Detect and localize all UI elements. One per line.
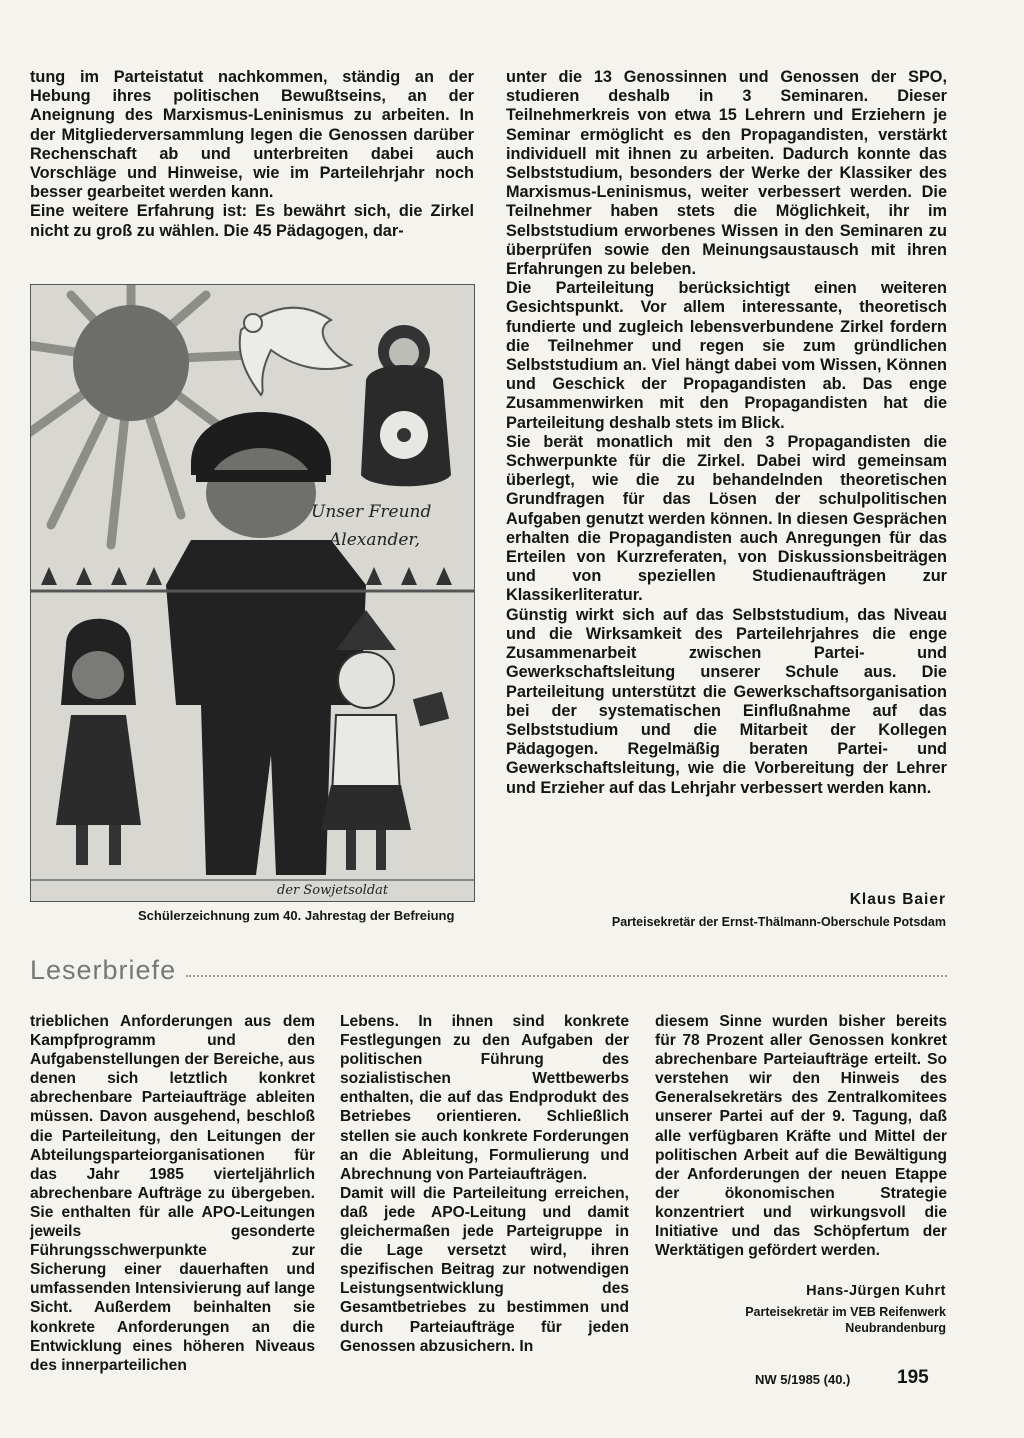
paragraph: Die Parteileitung berücksichtigt einen weiteren Gesichtspunkt. Vor allem interessante, theoretisch fundierte und zugleich lebensverbundene Zirkel fordern die Teilnehmer und regen sie zum gründlichen Selbststudium an. Viel hängt dabei vom Wissen, Können und Geschick der Propagandisten ab. Das enge Zusammenwirken mit den Propagandisten hat die Parteileitung deshalb stets im Blick. [506, 279, 947, 432]
article-column-right [506, 68, 947, 798]
paragraph: Damit will die Parteileitung erreichen, daß jede APO-Leitung und damit gleichermaßen jede Parteigruppe in die Lage versetzt wird, ihren spezifischen Beitrag zur notwendigen Leistungsentwicklung des Gesamtbetriebes zu bestimmen und durch Parteiaufträge für jeden Genossen abzusichern. In [340, 1184, 629, 1355]
paragraph: diesem Sinne wurden bisher bereits für 78 Prozent aller Genossen konkret abrechenbare Parteiaufträge erteilt. So verstehen wir den Hinweis des Generalsekretärs des Zentralkomitees unserer Partei auf der 9. Tagung, daß alle verfügbaren Kräfte und Mittel der politischen Arbeit auf die Bewältigung der Anforderungen der neuen Etappe der ökonomischen Strategie konzentriert und wirkungsvoll die Initiative und das Schöpfertum der Werktätigen gefördert werden. [655, 1013, 947, 1260]
article-author-role: Parteisekretär der Ernst-Thälmann-Oberschule Potsdam [611, 915, 946, 929]
letter-column-2 [340, 1012, 629, 1356]
letter-author-role-line2: Neubrandenburg [845, 1321, 946, 1335]
handwriting-line2: Alexander, [329, 530, 421, 550]
paragraph: Günstig wirkt sich auf das Selbststudium, das Niveau und die Wirksamkeit des Parteilehrjahres die enge Zusammenarbeit zwischen Partei- und Gewerkschaftsleitung unserer Schule aus. Die Parteileitung unterstützt die Gewerkschaftsorganisation bei der systematischen Einflußnahme auf das Selbststudium und die Mitarbeit der Kollegen Pädagogen. Regelmäßig beraten Partei- und Gewerkschaftsleitung, wie die Vorbereitung der Lehrer und Erzieher auf das Lehrjahr verbessert werden kann. [506, 605, 947, 797]
section-header [30, 955, 947, 989]
letter-author-role-line1: Parteisekretär im VEB Reifenwerk [745, 1305, 946, 1319]
paragraph: unter die 13 Genossinnen und Genossen der SPO, studieren deshalb in 3 Seminaren. Dieser Teilnehmerkreis von etwa 15 Lehrern und Erziehern je Seminar ermöglicht es den Propagandisten, verstärkt individuell mit ihnen zu arbeiten. Dadurch konnte das Selbststudium, besonders der Werke der Klassiker des Marxismus-Leninismus, weiter verbessert werden. Die Teilnehmer haben stets die Möglichkeit, ihr im Selbststudium erworbenes Wissen in den Seminaren zu überprüfen sowie den Meinungsaustausch mit ihren Erfahrungen zu beleben. [506, 68, 947, 279]
letter-author: Hans-Jürgen Kuhrt [806, 1283, 946, 1299]
section-title: Leserbriefe [30, 955, 177, 985]
paragraph: Lebens. In ihnen sind konkrete Festlegungen zu den Aufgaben der politischen Führung des sozialistischen Wettbewerbs enthalten, die auf das Endprodukt des Betriebes orientieren. Schließlich stellen sie auch konkrete Forderungen an die Ableitung, Formulierung und Abrechnung von Parteiaufträgen. [340, 1013, 629, 1183]
paragraph: Sie berät monatlich mit den 3 Propagandisten die Schwerpunkte für die Zirkel. Dabei wird gemeinsam überlegt, wie die zu behandelnden theoretischen Grundfragen für das Lösen der schulpolitischen Aufgaben genutzt werden können. In diesen Gesprächen erhalten die Propagandisten auch Anregungen für das Erteilen von Kurzreferaten, von Diskussionsbeiträgen und von speziellen Studienaufträgen zur Klassikerliteratur. [506, 432, 947, 605]
paragraph: Eine weitere Erfahrung ist: Es bewährt sich, die Zirkel nicht zu groß zu wählen. Die 45 Pädagogen, dar- [30, 202, 474, 240]
handwriting-signature: der Sowjetsoldat [277, 883, 389, 898]
student-drawing [30, 284, 475, 902]
figure-caption: Schülerzeichnung zum 40. Jahrestag der Befreiung [138, 908, 455, 923]
paragraph: trieblichen Anforderungen aus dem Kampfprogramm und den Aufgabenstellungen der Bereiche, aus denen sich letztlich konkret abrechenbare Parteiaufträge ableiten müssen. Davon ausgehend, beschloß die Parteileitung, den Leitungen der Abteilungsparteiorganisationen für das Jahr 1985 vierteljährlich abrechenbare Aufträge zu übergeben. Sie enthalten für alle APO-Leitungen jeweils gesonderte Führungsschwerpunkte zur Sicherung einer dauerhaften und umfassenden Intensivierung auf lange Sicht. Außerdem beinhalten sie konkrete Anforderungen an die Entwicklung eines höheren Niveaus des innerparteilichen [30, 1013, 315, 1374]
issue-number: NW 5/1985 (40.) [755, 1372, 851, 1387]
paragraph: tung im Parteistatut nachkommen, ständig an der Hebung ihres politischen Bewußtseins, an der Aneignung des Marxismus-Leninismus zu arbeiten. In der Mitgliederversammlung legen die Genossen darüber Rechenschaft ab und unterbreiten dabei auch Vorschläge und Hinweise, wie im Parteilehrjahr noch besser gearbeitet werden kann. [30, 68, 474, 202]
handwriting-line1: Unser Freund [311, 502, 432, 522]
article-author: Klaus Baier [849, 891, 946, 908]
page-number: 195 [897, 1367, 929, 1388]
letter-column-3 [655, 1012, 947, 1260]
section-divider [186, 975, 947, 977]
letter-author-role [686, 1304, 946, 1336]
article-column-left [30, 68, 474, 241]
letter-column-1 [30, 1012, 315, 1375]
